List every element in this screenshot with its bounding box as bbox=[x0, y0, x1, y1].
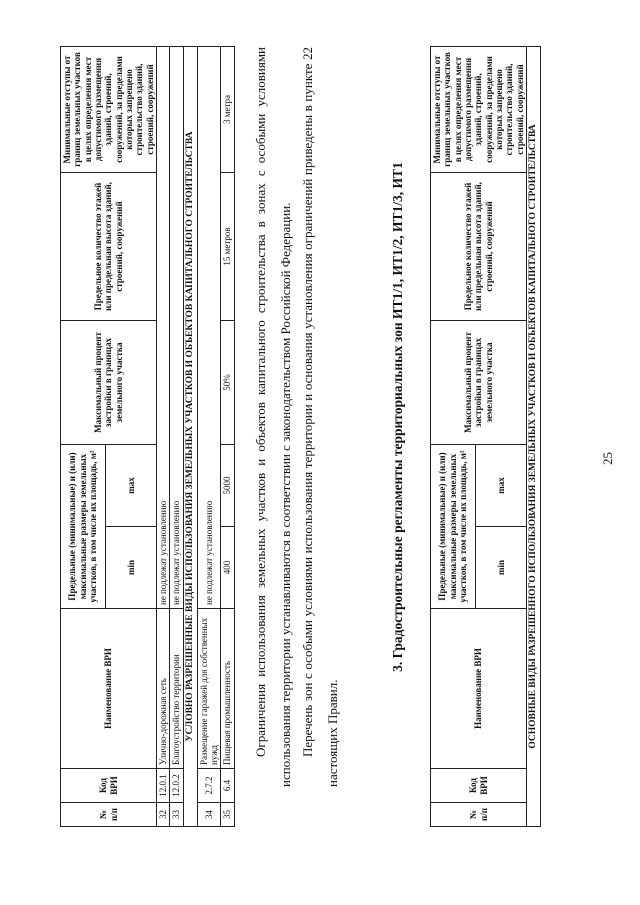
header-floors: Предельное количество этажей или предельная высота зданий, строений, сооружений bbox=[61, 172, 157, 320]
row-num: 32 bbox=[157, 803, 170, 827]
row-num: 35 bbox=[221, 803, 234, 827]
zones-list-paragraph: Перечень зон с особыми условиями использования территории и основания установления ограничений приведены в пункте 22 настоящих Правил. bbox=[300, 47, 340, 787]
header-indent: Минимальные отступы от границ земельных участков в целях определения мест допустимого размещения зданий, строений, сооружений, за пределами которых запрещено строительство зданий, строений, сооружений bbox=[61, 46, 157, 172]
section-main: ОСНОВНЫЕ ВИДЫ РАЗРЕШЕННОГО ИСПОЛЬЗОВАНИЯ ЗЕМЕЛЬНЫХ УЧАСТКОВ И ОБЪЕКТОВ КАПИТАЛЬНОГО СТРОИТЕЛЬСТВА bbox=[527, 46, 541, 826]
row-max: 5000 bbox=[221, 444, 234, 526]
row-note: не подлежат установлению bbox=[197, 46, 221, 608]
row-note: не подлежат установлению bbox=[170, 46, 183, 608]
restrictions-paragraph: Ограничения использования земельных участков и объектов капитального строительства в зонах с особыми условиями использования территории устанавливаются в соответствии с законодательством Российской Федерации. bbox=[253, 47, 293, 787]
header-code: Код ВРИ bbox=[61, 769, 157, 803]
row-min: 400 bbox=[221, 527, 234, 609]
row-code: 2.7.2 bbox=[197, 769, 221, 803]
regulations-table-1 bbox=[60, 46, 235, 827]
row-name: Размещение гаражей для собственных нужд bbox=[197, 609, 221, 769]
header-percent: Максимальный процент застройки в границах земельного участка bbox=[431, 320, 527, 444]
header-area: Предельные (минимальные) и (или) максимальные размеры земельных участков, в том числе их площадь, м² bbox=[61, 444, 106, 608]
header-min: min bbox=[105, 527, 156, 609]
row-num: 33 bbox=[170, 803, 183, 827]
header-min: min bbox=[475, 527, 526, 609]
regulations-table-2 bbox=[430, 46, 541, 827]
header-code: Код ВРИ bbox=[431, 769, 527, 803]
header-max: max bbox=[105, 444, 156, 526]
header-max: max bbox=[475, 444, 526, 526]
row-code: 12.0.1 bbox=[157, 769, 170, 803]
section-heading: 3. Градостроительные регламенты территориальных зон ИТ1/1, ИТ1/2, ИТ1/3, ИТ1 bbox=[390, 162, 405, 672]
row-name: Пищевая промышленность bbox=[221, 609, 234, 769]
header-floors: Предельное количество этажей или предельная высота зданий, строений, сооружений bbox=[431, 172, 527, 320]
table-row bbox=[197, 46, 221, 826]
table-row bbox=[157, 46, 170, 826]
header-area: Предельные (минимальные) и (или) максимальные размеры земельных участков, в том числе их площадь, м² bbox=[431, 444, 476, 608]
header-name: Наименование ВРИ bbox=[431, 609, 527, 769]
row-indent: 3 метра bbox=[221, 46, 234, 172]
section-conditional: УСЛОВНО РАЗРЕШЕННЫЕ ВИДЫ ИСПОЛЬЗОВАНИЯ ЗЕМЕЛЬНЫХ УЧАСТКОВ И ОБЪЕКТОВ КАПИТАЛЬНОГО СТРОИТЕЛЬСТВА bbox=[183, 46, 197, 826]
row-note: не подлежат установлению bbox=[157, 46, 170, 608]
table-row bbox=[221, 46, 234, 826]
row-percent: 50% bbox=[221, 320, 234, 444]
header-num: № п/п bbox=[431, 803, 527, 827]
row-code: 6.4 bbox=[221, 769, 234, 803]
page-number: 25 bbox=[600, 452, 615, 465]
header-name: Наименование ВРИ bbox=[61, 609, 157, 769]
table-row bbox=[170, 46, 183, 826]
row-num: 34 bbox=[197, 803, 221, 827]
row-code: 12.0.2 bbox=[170, 769, 183, 803]
row-floors: 15 метров bbox=[221, 172, 234, 320]
header-indent: Минимальные отступы от границ земельных участков в целях определения мест допустимого размещения зданий, строений, сооружений, за пределами которых запрещено строительство зданий, строений, сооружений bbox=[431, 46, 527, 172]
header-num: № п/п bbox=[61, 803, 157, 827]
row-name: Благоустройство территории bbox=[170, 609, 183, 769]
header-percent: Максимальный процент застройки в границах земельного участка bbox=[61, 320, 157, 444]
row-name: Улично-дорожная сеть bbox=[157, 609, 170, 769]
